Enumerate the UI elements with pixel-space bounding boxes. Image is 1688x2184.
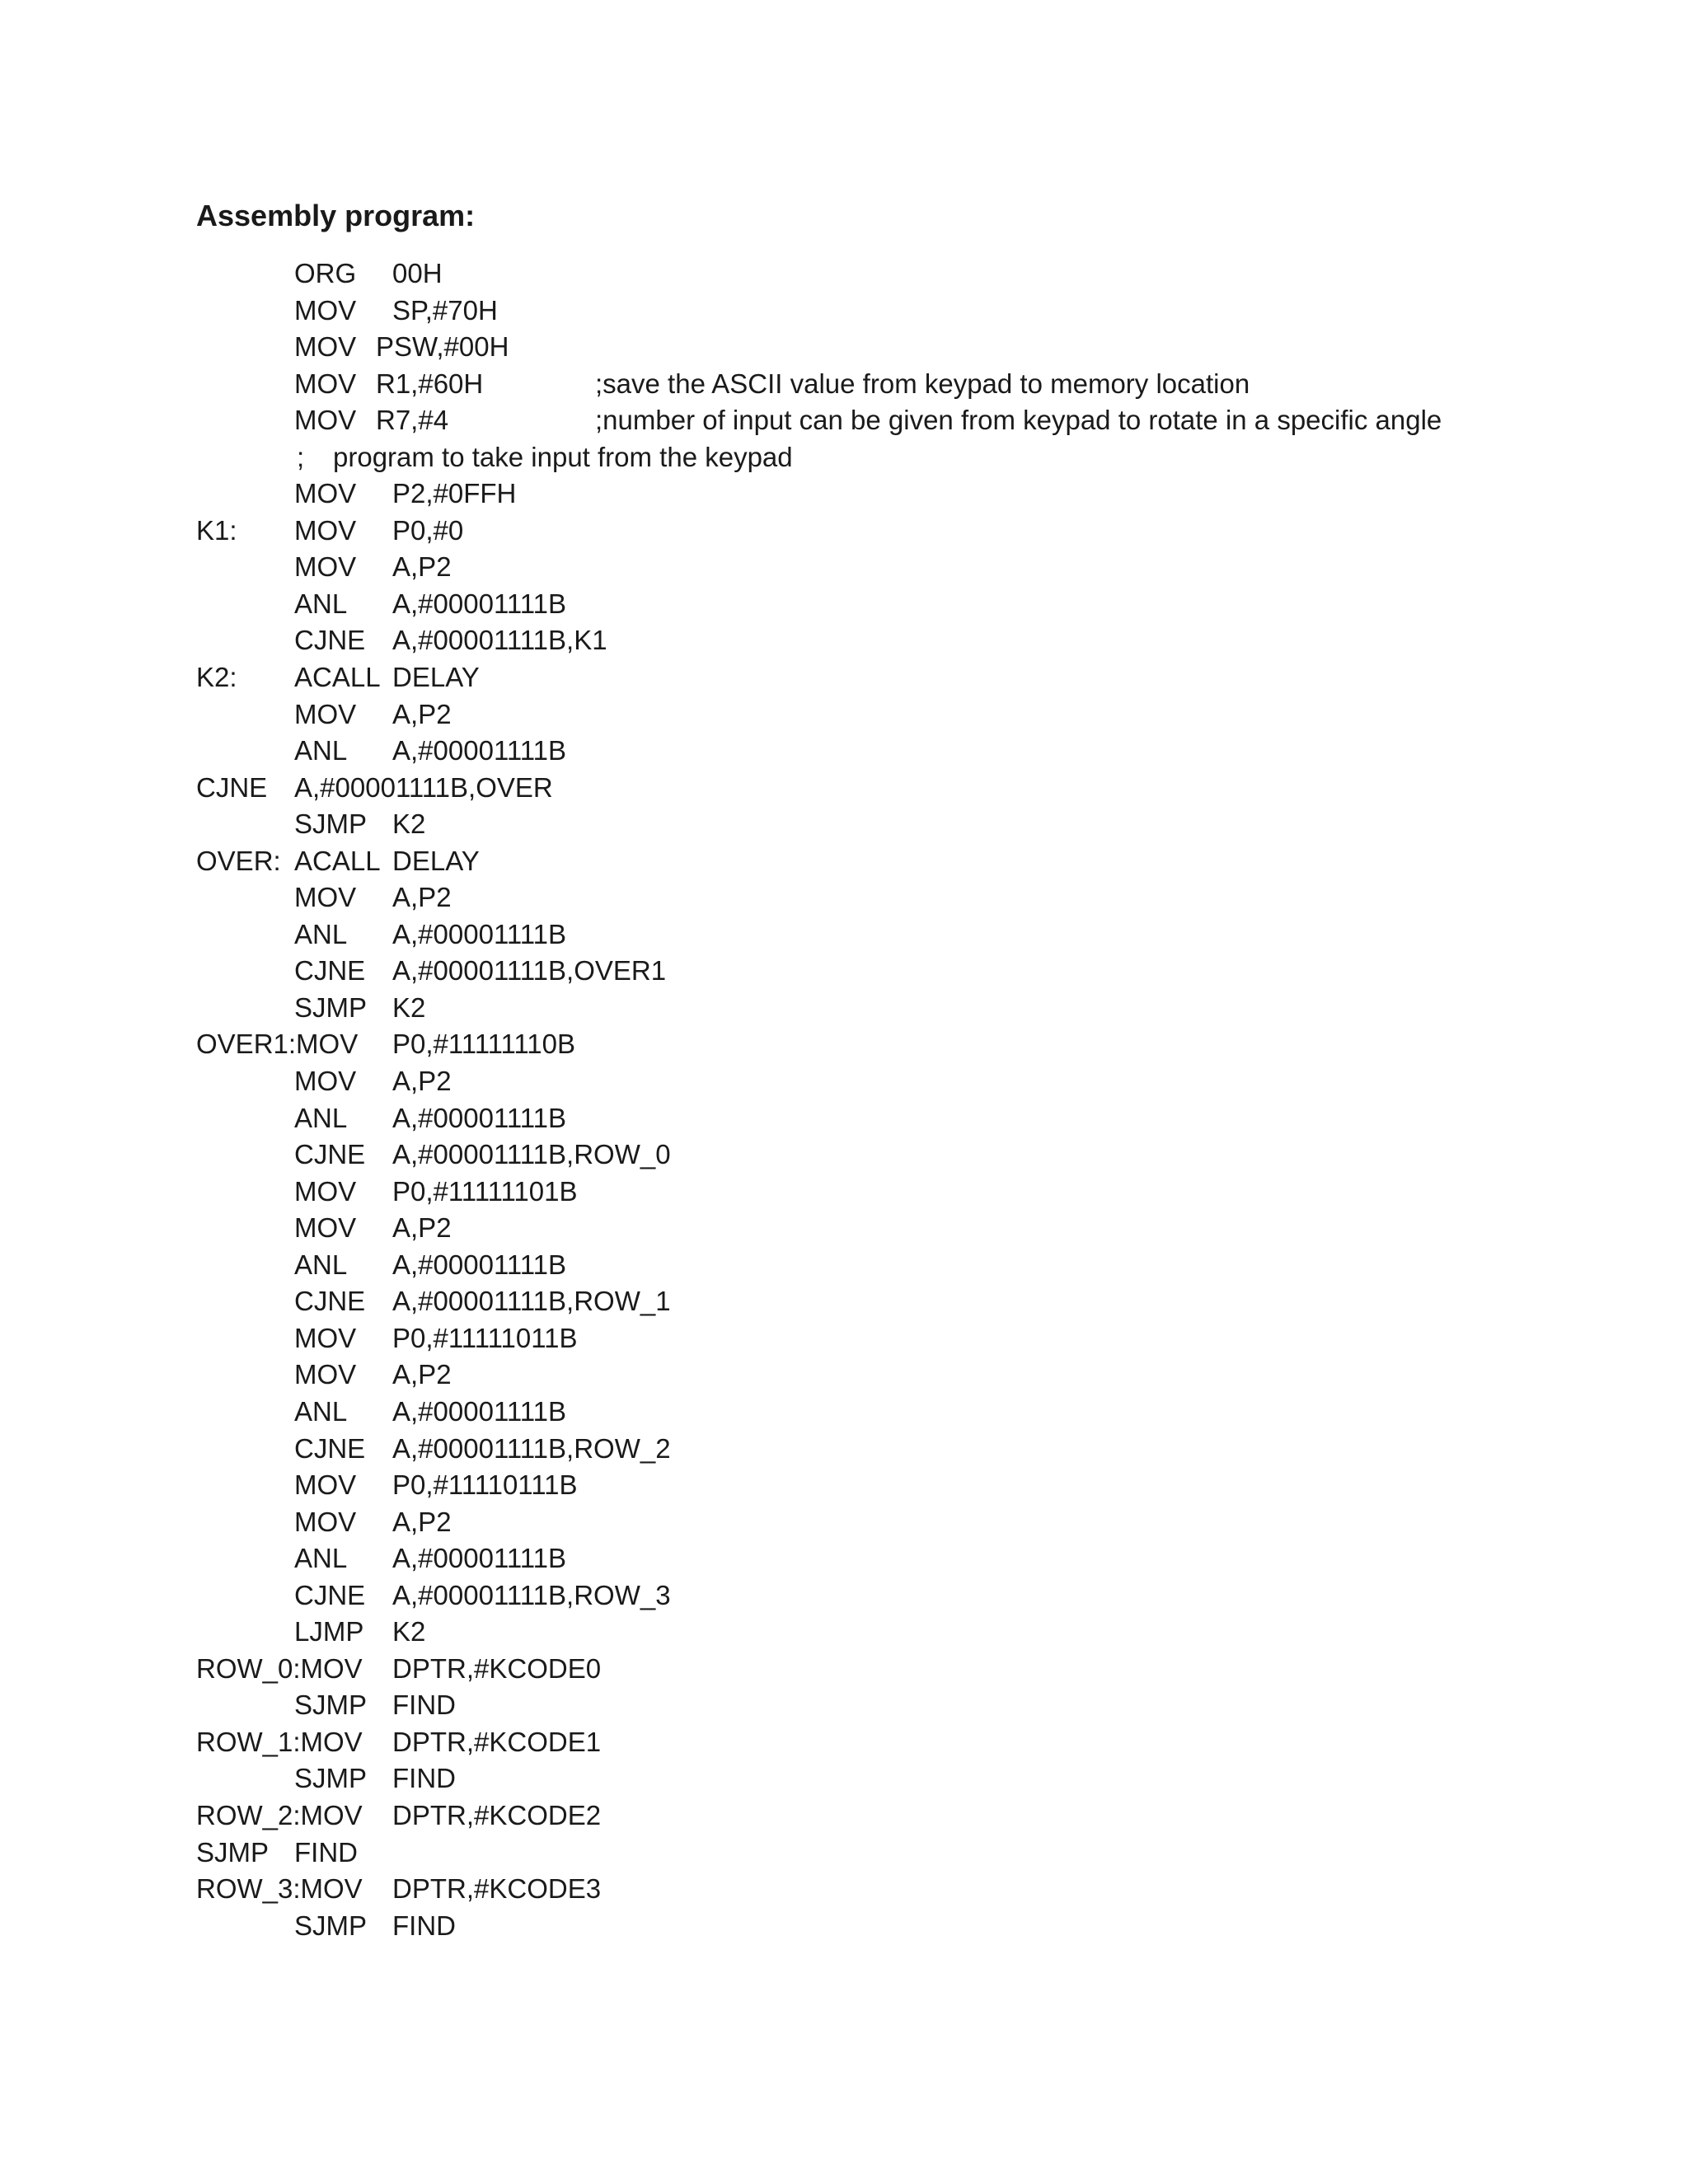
code-line <box>0 806 1688 843</box>
code-label: ROW_1:MOV <box>196 1726 363 1757</box>
code-line <box>0 1724 1688 1761</box>
code-operand: SP,#70H <box>392 294 498 326</box>
code-line <box>0 1137 1688 1174</box>
code-opcode: SJMP <box>294 1690 368 1721</box>
code-line <box>0 1651 1688 1688</box>
code-opcode: MOV <box>294 1506 357 1537</box>
code-operand: A,#00001111B <box>392 918 567 949</box>
code-operand: A,#00001111B,ROW_0 <box>392 1139 671 1170</box>
code-line <box>0 659 1688 696</box>
code-line <box>0 1835 1688 1872</box>
code-opcode: CJNE <box>294 955 366 987</box>
code-operand: A,#00001111B,ROW_2 <box>392 1432 671 1464</box>
code-operand: DELAY <box>392 662 480 693</box>
code-operand: A,#00001111B <box>392 588 567 619</box>
code-operand: DPTR,#KCODE3 <box>392 1873 602 1905</box>
code-operand: A,P2 <box>392 882 452 913</box>
code-opcode: ACALL <box>294 662 381 693</box>
code-line <box>0 1797 1688 1835</box>
code-line <box>0 1467 1688 1504</box>
code-label: ROW_0:MOV <box>196 1652 363 1684</box>
code-operand: A,P2 <box>392 1359 452 1390</box>
code-operand: DELAY <box>392 845 480 876</box>
code-line <box>0 1063 1688 1100</box>
code-line <box>0 329 1688 366</box>
code-operand: 00H <box>392 258 443 288</box>
code-opcode: ACALL <box>294 845 381 876</box>
code-line <box>0 1174 1688 1211</box>
code-label: OVER: <box>196 845 281 876</box>
code-operand: FIND <box>392 1690 456 1721</box>
code-opcode: MOV <box>294 514 357 546</box>
code-opcode: CJNE <box>294 1579 366 1610</box>
code-operand: A,#00001111B <box>392 735 567 766</box>
code-operand: A,P2 <box>392 1066 452 1097</box>
code-label: CJNE <box>196 771 268 803</box>
code-opcode: ANL <box>294 735 348 766</box>
comment-text: program to take input from the keypad <box>333 441 793 472</box>
comment-marker: ; <box>297 441 305 472</box>
code-opcode: ANL <box>294 1543 348 1574</box>
code-opcode: FIND <box>294 1836 358 1868</box>
code-opcode: MOV <box>294 698 357 729</box>
code-operand: A,P2 <box>392 551 452 583</box>
code-line <box>0 1283 1688 1320</box>
code-line <box>0 1908 1688 1945</box>
code-operand: R7,#4 <box>376 405 449 436</box>
code-operand: P0,#11111110B <box>392 1029 576 1060</box>
code-line <box>0 586 1688 623</box>
code-line <box>0 733 1688 770</box>
code-line <box>0 1320 1688 1357</box>
code-line <box>0 1357 1688 1394</box>
code-operand: A,#00001111B,ROW_1 <box>392 1286 671 1317</box>
code-opcode: ANL <box>294 1249 348 1280</box>
code-operand: P2,#0FFH <box>392 478 517 509</box>
code-operand: P0,#11111101B <box>392 1175 578 1207</box>
code-operand: K2 <box>392 1616 426 1647</box>
code-opcode: MOV <box>294 1066 357 1097</box>
code-opcode: MOV <box>294 331 357 363</box>
code-listing <box>0 255 1688 1944</box>
code-line <box>0 439 1688 476</box>
code-opcode: MOV <box>294 405 357 436</box>
code-opcode: MOV <box>294 478 357 509</box>
code-opcode: MOV <box>294 1359 357 1390</box>
code-operand: K2 <box>392 808 426 840</box>
code-opcode: SJMP <box>294 1763 368 1794</box>
code-opcode: MOV <box>294 1212 357 1244</box>
code-opcode: A,#00001111B,OVER <box>294 771 553 803</box>
code-operand: DPTR,#KCODE1 <box>392 1726 602 1757</box>
code-operand: P0,#0 <box>392 514 464 546</box>
code-opcode: ANL <box>294 1395 348 1427</box>
code-opcode: MOV <box>294 882 357 913</box>
code-line <box>0 402 1688 439</box>
code-opcode: SJMP <box>294 808 368 840</box>
code-opcode: MOV <box>294 368 357 399</box>
code-opcode: MOV <box>294 1175 357 1207</box>
code-operand: A,#00001111B,K1 <box>392 625 607 656</box>
code-operand: K2 <box>392 991 426 1023</box>
code-opcode: LJMP <box>294 1616 364 1647</box>
code-operand: DPTR,#KCODE0 <box>392 1652 602 1684</box>
code-operand: A,#00001111B,ROW_3 <box>392 1579 671 1610</box>
code-line <box>0 990 1688 1027</box>
code-label: K1: <box>196 514 237 546</box>
code-line <box>0 255 1688 293</box>
code-operand: FIND <box>392 1910 456 1941</box>
code-opcode: CJNE <box>294 625 366 656</box>
code-line <box>0 622 1688 659</box>
code-operand: DPTR,#KCODE2 <box>392 1799 602 1830</box>
code-operand: A,#00001111B <box>392 1395 567 1427</box>
code-line <box>0 476 1688 513</box>
code-line <box>0 1577 1688 1615</box>
code-line <box>0 1026 1688 1063</box>
code-opcode: MOV <box>294 1469 357 1501</box>
code-line <box>0 549 1688 586</box>
code-line <box>0 1431 1688 1468</box>
code-opcode: SJMP <box>294 1910 368 1941</box>
code-line <box>0 916 1688 954</box>
code-line <box>0 843 1688 880</box>
code-opcode: MOV <box>294 1322 357 1353</box>
code-line <box>0 1871 1688 1908</box>
code-operand: R1,#60H <box>376 368 484 399</box>
code-label: SJMP <box>196 1836 270 1868</box>
code-line <box>0 366 1688 403</box>
code-opcode: CJNE <box>294 1286 366 1317</box>
code-opcode: ANL <box>294 1102 348 1133</box>
code-opcode: MOV <box>294 551 357 583</box>
code-line <box>0 1247 1688 1284</box>
code-line <box>0 1540 1688 1577</box>
code-operand: A,#00001111B <box>392 1249 567 1280</box>
code-line <box>0 1760 1688 1797</box>
code-opcode: SJMP <box>294 991 368 1023</box>
code-line <box>0 1504 1688 1541</box>
code-line <box>0 879 1688 916</box>
code-opcode: ORG <box>294 258 357 288</box>
page-heading: Assembly program: <box>196 199 476 232</box>
code-opcode: MOV <box>294 294 357 326</box>
code-line <box>0 1614 1688 1651</box>
code-line <box>0 1210 1688 1247</box>
code-line <box>0 513 1688 550</box>
code-label: OVER1:MOV <box>196 1029 359 1060</box>
code-line <box>0 1100 1688 1137</box>
code-operand: P0,#11111011B <box>392 1322 578 1353</box>
code-opcode: CJNE <box>294 1432 366 1464</box>
code-line <box>0 953 1688 990</box>
code-line <box>0 770 1688 807</box>
code-operand: A,P2 <box>392 1506 452 1537</box>
code-operand: A,P2 <box>392 698 452 729</box>
code-line <box>0 1394 1688 1431</box>
code-opcode: ANL <box>294 588 348 619</box>
code-line <box>0 293 1688 330</box>
code-operand: FIND <box>392 1763 456 1794</box>
code-operand: A,#00001111B <box>392 1543 567 1574</box>
code-comment: ;save the ASCII value from keypad to memory location <box>595 368 1250 399</box>
code-opcode: ANL <box>294 918 348 949</box>
code-label: ROW_3:MOV <box>196 1873 363 1905</box>
code-opcode: CJNE <box>294 1139 366 1170</box>
code-line <box>0 1687 1688 1724</box>
code-operand: PSW,#00H <box>376 331 509 363</box>
code-operand: A,P2 <box>392 1212 452 1244</box>
code-label: ROW_2:MOV <box>196 1799 363 1830</box>
code-label: K2: <box>196 662 237 693</box>
code-comment: ;number of input can be given from keypad to rotate in a specific angle <box>595 405 1442 436</box>
code-operand: A,#00001111B <box>392 1102 567 1133</box>
code-operand: A,#00001111B,OVER1 <box>392 955 667 987</box>
code-operand: P0,#11110111B <box>392 1469 578 1501</box>
code-line <box>0 696 1688 733</box>
